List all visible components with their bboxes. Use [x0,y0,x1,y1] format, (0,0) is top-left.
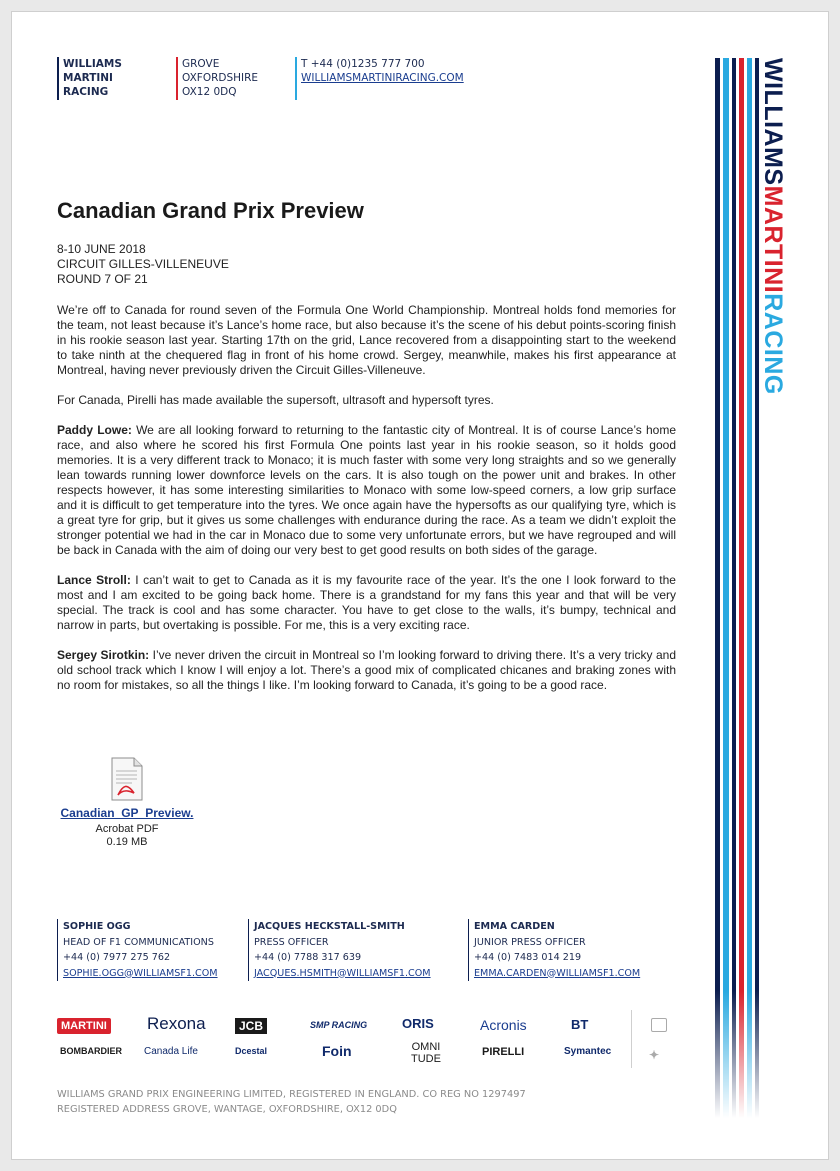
sponsor-foin: Foin [322,1043,352,1059]
svg-text:WILLIAMSMARTINIRACING [759,58,787,395]
header-address-line: OXFORDSHIRE [182,72,259,84]
speaker-lowe: Paddy Lowe: [57,423,132,437]
header-company-line: MARTINI [63,72,113,84]
sponsor-alpinestars-icon: ✦ [649,1048,660,1062]
page-title: Canadian Grand Prix Preview [57,198,364,223]
header-contact [295,57,464,100]
event-meta [57,242,229,287]
contact-phone: +44 (0) 7483 014 219 [474,952,582,963]
footer-line2: REGISTERED ADDRESS GROVE, WANTAGE, OXFORDSHIRE, OX12 0DQ [57,1104,397,1115]
header-address-line: OX12 0DQ [182,86,237,98]
header-company-line: WILLIAMS [63,58,122,70]
attachment[interactable] [57,757,197,849]
paragraph-tyres: For Canada, Pirelli has made available the supersoft, ultrasoft and hypersoft tyres. [57,393,494,407]
contact-card [248,919,431,981]
sponsor-bt: BT [571,1017,589,1032]
pdf-file-icon [110,757,144,801]
sponsor-bombardier: BOMBARDIER [60,1046,122,1056]
attachment-size: 0.19 MB [106,836,148,848]
sponsor-dcestal: Dcestal [235,1046,268,1056]
contact-name: JACQUES HECKSTALL-SMITH [254,921,405,932]
contact-email-link[interactable]: SOPHIE.OGG@WILLIAMSF1.COM [63,967,218,979]
sponsor-acronis: Acronis [480,1017,527,1033]
livery-stripes [715,58,763,1118]
header-phone: T +44 (0)1235 777 700 [301,58,425,70]
document-page [11,11,829,1160]
speaker-stroll: Lance Stroll: [57,573,131,587]
footer-line1: WILLIAMS GRAND PRIX ENGINEERING LIMITED, REGISTERED IN ENGLAND. CO REG NO 1297497 [57,1089,526,1100]
brand-martini: MARTINI [759,185,787,294]
speaker-sirotkin: Sergey Sirotkin: [57,648,150,662]
sponsor-oris: ORIS [402,1016,434,1031]
contact-role: PRESS OFFICER [254,936,329,948]
header-company [57,57,122,100]
attachment-link[interactable]: Canadian_GP_Preview. [60,806,194,820]
header-company-line: RACING [63,86,109,98]
contact-email-link[interactable]: JACQUES.HSMITH@WILLIAMSF1.COM [254,967,431,979]
sponsor-omnitude: OMNI TUDE [411,1041,441,1065]
paragraph-lowe [57,423,676,558]
sponsor-smp: SMP RACING [310,1020,368,1030]
article-body [57,303,676,708]
sponsor-pirelli: PIRELLI [482,1046,525,1058]
sponsor-symantec: Symantec [564,1046,612,1057]
attachment-type: Acrobat PDF [95,823,159,835]
quote-sirotkin: I’ve never driven the circuit in Montreal so I’m looking forward to driving there. It’s a very tricky and old school track which I know I will enjoy a lot. There’s a good mix of complicated chicanes and braking zones with no room for mistakes, so all the things I like. I’m looking forward to Canada, it’s going to be a good race. [57,648,677,692]
sponsor-rexona: Rexona [147,1014,206,1033]
contact-name: EMMA CARDEN [474,921,555,932]
contact-name: SOPHIE OGG [63,921,131,932]
header-address [176,57,258,100]
sponsor-logos [57,1010,677,1070]
footer [57,1087,526,1117]
contact-card [468,919,640,981]
sponsor-martini: MARTINI [57,1018,111,1034]
brand-racing: RACING [759,293,787,395]
sponsor-canada-life: Canada Life [144,1046,198,1057]
header-address-line: GROVE [182,58,220,70]
quote-lowe: We are all looking forward to returning to the fantastic city of Montreal. It is of course Lance’s home race, and also where he scored his first Formula One points last year in his rookie season, so it holds good memories. It is a very different track to Monaco; it is much faster with some very long straights and so we generally lean towards running lower downforce levels on the cars. It is also tough on the power unit and brakes. In other respects however, it has some interesting similarities to Monaco with some low-speed corners, a low grip surface and it is difficult to get temperature into the tyres. We once again have the hypersofts as our qualifying tyre, which is a great tyre for grip, but it gives us some challenges with endurance during the race. As a team we didn’t exploit the stronger potential we had in the car in Monaco due to some very unfortunate errors, but we have regrouped and will be back in Canada with the aim of doing our very best to get good results on both sides of the garage. [57,423,676,557]
contact-email-link[interactable]: EMMA.CARDEN@WILLIAMSF1.COM [474,967,641,979]
contact-role: HEAD OF F1 COMMUNICATIONS [63,936,214,948]
sponsor-jcb: JCB [235,1018,267,1034]
event-circuit: CIRCUIT GILLES-VILLENEUVE [57,257,229,271]
contact-card [57,919,218,981]
quote-stroll: I can’t wait to get to Canada as it is my favourite race of the year. It’s the one I look forward to the most and I am excited to be going back home. There is a grandstand for my fans this year and that will be very special. The track is cool and has some character. You have to get close to the walls, it’s bumpy, technical and narrow in parts, but overtaking is possible. For me, this is a very exciting race. [57,573,676,632]
paragraph-intro: We’re off to Canada for round seven of the Formula One World Championship. Montreal holds fond memories for the team, not least because it’s Lance’s home race, but also because it’s the scene of his debut points-scoring finish in his rookie season last year. Starting 17th on the grid, Lance recovered from a disappointing start to the weekend to take ninth at the chequered flag in front of his home crowd. Sergey, meanwhile, makes his first appearance at Montreal, having never previously driven the Circuit Gilles-Villeneuve. [57,303,676,377]
event-dates: 8-10 JUNE 2018 [57,242,146,256]
sponsor-unknown-icon [651,1018,667,1032]
header-website-link[interactable]: WILLIAMSMARTINIRACING.COM [301,72,464,84]
sponsor-divider [631,1010,632,1068]
event-round: ROUND 7 OF 21 [57,272,148,286]
contact-phone: +44 (0) 7977 275 762 [63,952,171,963]
contact-phone: +44 (0) 7788 317 639 [254,952,362,963]
paragraph-stroll [57,573,676,633]
contact-role: JUNIOR PRESS OFFICER [474,936,586,948]
brand-wordmark [759,58,789,508]
brand-williams: WILLIAMS [759,58,787,186]
paragraph-sirotkin [57,648,676,693]
